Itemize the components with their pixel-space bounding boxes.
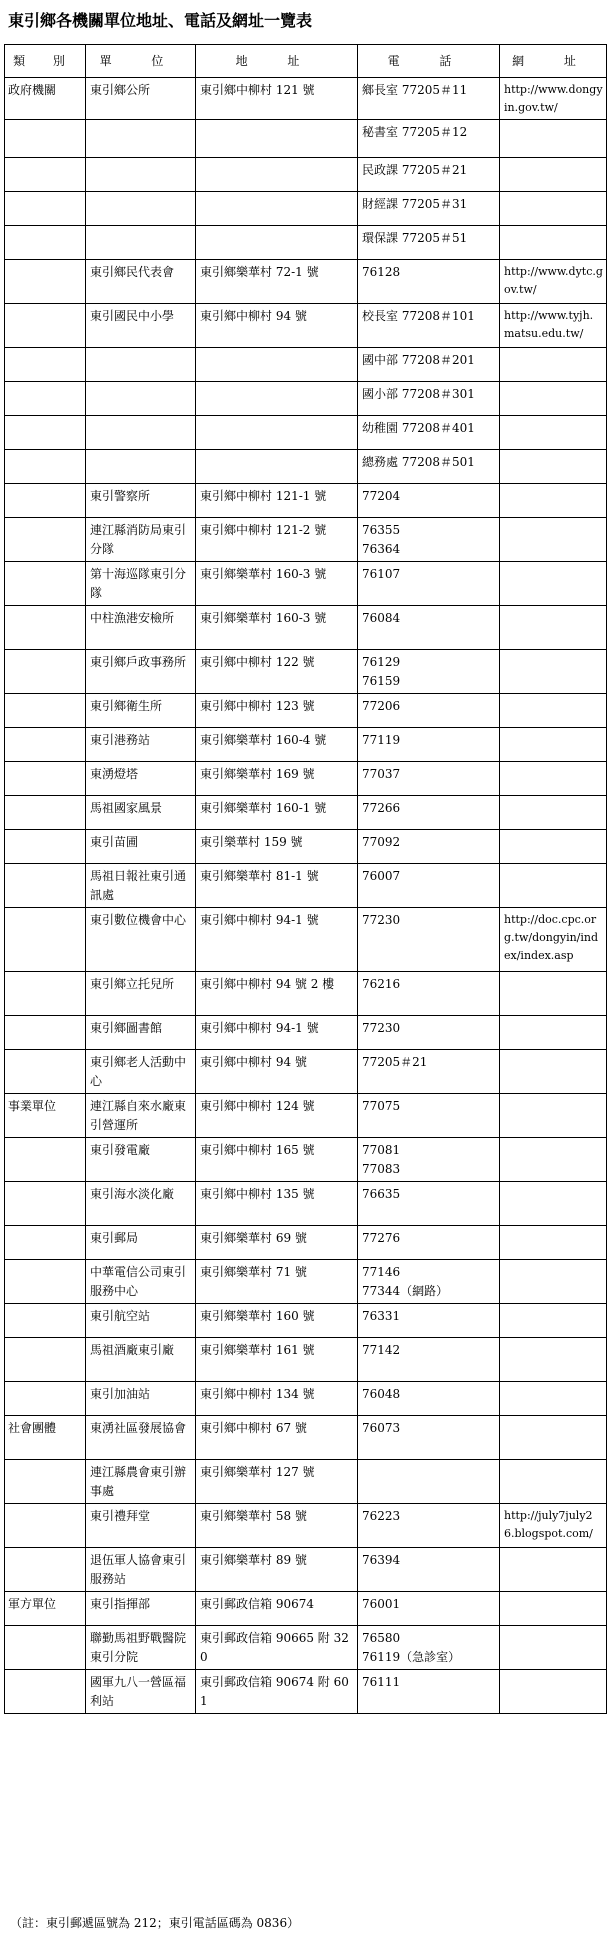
category-cell	[5, 830, 86, 864]
phone-cell: 77146 77344（網路）	[358, 1260, 500, 1304]
unit-cell: 連江縣自來水廠東引營運所	[86, 1094, 196, 1138]
phone-cell: 環保課 77205＃51	[358, 226, 500, 260]
table-row	[5, 382, 607, 416]
address-cell	[196, 158, 358, 192]
table-row	[5, 1016, 607, 1050]
table-row	[5, 192, 607, 226]
category-cell	[5, 908, 86, 972]
table-row	[5, 450, 607, 484]
unit-cell: 馬祖日報社東引通訊處	[86, 864, 196, 908]
website-cell	[500, 562, 607, 606]
table-row	[5, 120, 607, 158]
address-cell: 東引鄉中柳村 94 號	[196, 304, 358, 348]
unit-cell: 第十海巡隊東引分隊	[86, 562, 196, 606]
category-cell: 軍方單位	[5, 1592, 86, 1626]
phone-cell: 77204	[358, 484, 500, 518]
category-cell	[5, 120, 86, 158]
address-cell: 東引鄉中柳村 165 號	[196, 1138, 358, 1182]
table-row	[5, 1226, 607, 1260]
website-cell	[500, 650, 607, 694]
unit-cell	[86, 120, 196, 158]
category-cell	[5, 562, 86, 606]
category-cell	[5, 1138, 86, 1182]
phone-cell: 77230	[358, 1016, 500, 1050]
website-cell	[500, 450, 607, 484]
website-cell	[500, 1260, 607, 1304]
unit-cell: 連江縣農會東引辦事處	[86, 1460, 196, 1504]
address-cell: 東引郵政信箱 90674 附 601	[196, 1670, 358, 1714]
website-cell	[500, 1382, 607, 1416]
phone-cell: 77081 77083	[358, 1138, 500, 1182]
table-row	[5, 1592, 607, 1626]
phone-cell: 76331	[358, 1304, 500, 1338]
unit-cell: 東引鄉老人活動中心	[86, 1050, 196, 1094]
phone-cell: 76084	[358, 606, 500, 650]
address-cell: 東引郵政信箱 90665 附 320	[196, 1626, 358, 1670]
table-row	[5, 1626, 607, 1670]
table-header-row	[5, 45, 607, 78]
address-cell	[196, 382, 358, 416]
address-cell: 東引鄉樂華村 71 號	[196, 1260, 358, 1304]
address-cell: 東引鄉中柳村 134 號	[196, 1382, 358, 1416]
category-cell	[5, 158, 86, 192]
table-row	[5, 694, 607, 728]
category-cell	[5, 1382, 86, 1416]
category-cell: 社會團體	[5, 1416, 86, 1460]
website-cell	[500, 728, 607, 762]
category-cell	[5, 1670, 86, 1714]
phone-cell: 國小部 77208＃301	[358, 382, 500, 416]
address-cell: 東引鄉樂華村 169 號	[196, 762, 358, 796]
table-row	[5, 1094, 607, 1138]
address-cell: 東引鄉中柳村 121-2 號	[196, 518, 358, 562]
unit-cell: 東引郵局	[86, 1226, 196, 1260]
address-cell	[196, 450, 358, 484]
category-cell	[5, 972, 86, 1016]
address-cell: 東引鄉中柳村 67 號	[196, 1416, 358, 1460]
unit-cell: 東引鄉圖書館	[86, 1016, 196, 1050]
category-cell	[5, 304, 86, 348]
website-cell	[500, 1460, 607, 1504]
website-cell	[500, 120, 607, 158]
phone-cell: 民政課 77205＃21	[358, 158, 500, 192]
website-cell	[500, 1094, 607, 1138]
table-row	[5, 1460, 607, 1504]
category-cell	[5, 226, 86, 260]
address-cell: 東引鄉樂華村 69 號	[196, 1226, 358, 1260]
phone-cell	[358, 1460, 500, 1504]
unit-cell	[86, 450, 196, 484]
category-cell	[5, 694, 86, 728]
website-cell	[500, 1670, 607, 1714]
website-cell	[500, 1138, 607, 1182]
website-cell	[500, 348, 607, 382]
category-cell	[5, 796, 86, 830]
phone-cell: 秘書室 77205＃12	[358, 120, 500, 158]
website-cell	[500, 192, 607, 226]
address-cell: 東引鄉樂華村 160-3 號	[196, 562, 358, 606]
address-cell	[196, 120, 358, 158]
unit-cell	[86, 226, 196, 260]
unit-cell: 中柱漁港安檢所	[86, 606, 196, 650]
phone-cell: 幼稚園 77208＃401	[358, 416, 500, 450]
unit-cell: 東引數位機會中心	[86, 908, 196, 972]
website-cell	[500, 484, 607, 518]
address-cell	[196, 416, 358, 450]
website-cell	[500, 1548, 607, 1592]
unit-cell: 國軍九八一營區福利站	[86, 1670, 196, 1714]
category-cell	[5, 1460, 86, 1504]
phone-cell: 76223	[358, 1504, 500, 1548]
table-row	[5, 78, 607, 120]
website-cell[interactable]: http://www.tyjh.matsu.edu.tw/	[500, 304, 607, 348]
unit-cell: 馬祖酒廠東引廠	[86, 1338, 196, 1382]
unit-cell: 東引加油站	[86, 1382, 196, 1416]
category-cell	[5, 606, 86, 650]
footnote: （註：東引郵遞區號為 212；東引電話區碼為 0836）	[10, 1916, 300, 1930]
website-cell	[500, 518, 607, 562]
unit-cell: 中華電信公司東引服務中心	[86, 1260, 196, 1304]
address-cell: 東引鄉樂華村 161 號	[196, 1338, 358, 1382]
address-cell: 東引鄉樂華村 160-3 號	[196, 606, 358, 650]
table-row	[5, 606, 607, 650]
table-row	[5, 1138, 607, 1182]
table-row	[5, 1182, 607, 1226]
unit-cell: 東引鄉公所	[86, 78, 196, 120]
category-cell: 政府機關	[5, 78, 86, 120]
address-cell: 東引鄉樂華村 160-1 號	[196, 796, 358, 830]
header-category: 類 別	[5, 45, 86, 78]
unit-cell: 連江縣消防局東引分隊	[86, 518, 196, 562]
category-cell	[5, 1338, 86, 1382]
phone-cell: 76001	[358, 1592, 500, 1626]
phone-cell: 76111	[358, 1670, 500, 1714]
address-cell: 東引鄉中柳村 135 號	[196, 1182, 358, 1226]
category-cell	[5, 484, 86, 518]
table-row	[5, 908, 607, 972]
unit-cell: 東引指揮部	[86, 1592, 196, 1626]
unit-cell: 東引鄉立托兒所	[86, 972, 196, 1016]
address-cell: 東引鄉樂華村 58 號	[196, 1504, 358, 1548]
unit-cell: 東湧社區發展協會	[86, 1416, 196, 1460]
unit-cell: 東引警察所	[86, 484, 196, 518]
address-cell	[196, 226, 358, 260]
phone-cell: 76073	[358, 1416, 500, 1460]
table-row	[5, 830, 607, 864]
table-row	[5, 1304, 607, 1338]
unit-cell	[86, 416, 196, 450]
website-cell	[500, 1304, 607, 1338]
unit-cell: 東引鄉民代表會	[86, 260, 196, 304]
website-cell	[500, 1182, 607, 1226]
category-cell	[5, 762, 86, 796]
website-cell	[500, 158, 607, 192]
category-cell	[5, 728, 86, 762]
website-cell	[500, 416, 607, 450]
unit-cell: 聯勤馬祖野戰醫院東引分院	[86, 1626, 196, 1670]
table-row	[5, 1382, 607, 1416]
unit-cell: 東引港務站	[86, 728, 196, 762]
category-cell	[5, 192, 86, 226]
address-cell: 東引鄉中柳村 121-1 號	[196, 484, 358, 518]
address-cell: 東引鄉中柳村 121 號	[196, 78, 358, 120]
website-cell	[500, 972, 607, 1016]
table-row	[5, 762, 607, 796]
category-cell	[5, 518, 86, 562]
page-title: 東引鄉各機關單位地址、電話及網址一覽表	[8, 11, 313, 30]
category-cell	[5, 1182, 86, 1226]
phone-cell: 鄉長室 77205＃11	[358, 78, 500, 120]
phone-cell: 76129 76159	[358, 650, 500, 694]
table-row	[5, 1260, 607, 1304]
table-row	[5, 562, 607, 606]
address-cell: 東引鄉中柳村 124 號	[196, 1094, 358, 1138]
unit-cell	[86, 158, 196, 192]
website-cell[interactable]: http://www.dytc.gov.tw/	[500, 260, 607, 304]
website-cell	[500, 1338, 607, 1382]
website-cell	[500, 382, 607, 416]
category-cell: 事業單位	[5, 1094, 86, 1138]
table-row	[5, 484, 607, 518]
phone-cell: 76107	[358, 562, 500, 606]
table-row	[5, 1338, 607, 1382]
phone-cell: 國中部 77208＃201	[358, 348, 500, 382]
header-phone: 電 話	[358, 45, 500, 78]
table-row	[5, 158, 607, 192]
category-cell	[5, 1226, 86, 1260]
unit-cell: 退伍軍人協會東引服務站	[86, 1548, 196, 1592]
phone-cell: 77119	[358, 728, 500, 762]
table-row	[5, 972, 607, 1016]
unit-cell: 東引海水淡化廠	[86, 1182, 196, 1226]
unit-cell: 東引鄉衛生所	[86, 694, 196, 728]
website-cell	[500, 864, 607, 908]
address-cell: 東引鄉中柳村 94 號	[196, 1050, 358, 1094]
table-row	[5, 1416, 607, 1460]
category-cell	[5, 1626, 86, 1670]
website-cell	[500, 606, 607, 650]
website-cell[interactable]: http://doc.cpc.org.tw/dongyin/index/index.asp	[500, 908, 607, 972]
address-cell: 東引鄉樂華村 81-1 號	[196, 864, 358, 908]
header-unit: 單 位	[86, 45, 196, 78]
phone-cell: 77205＃21	[358, 1050, 500, 1094]
category-cell	[5, 382, 86, 416]
unit-cell	[86, 382, 196, 416]
unit-cell: 東引鄉戶政事務所	[86, 650, 196, 694]
category-cell	[5, 1548, 86, 1592]
category-cell	[5, 650, 86, 694]
phone-cell: 總務處 77208＃501	[358, 450, 500, 484]
category-cell	[5, 1260, 86, 1304]
website-cell	[500, 762, 607, 796]
category-cell	[5, 348, 86, 382]
category-cell	[5, 260, 86, 304]
header-address: 地 址	[196, 45, 358, 78]
address-cell	[196, 192, 358, 226]
table-row	[5, 1670, 607, 1714]
website-cell	[500, 694, 607, 728]
directory-table	[4, 44, 607, 1714]
phone-cell: 77092	[358, 830, 500, 864]
category-cell	[5, 416, 86, 450]
address-cell: 東引鄉中柳村 122 號	[196, 650, 358, 694]
table-row	[5, 348, 607, 382]
phone-cell: 77142	[358, 1338, 500, 1382]
unit-cell: 東引發電廠	[86, 1138, 196, 1182]
website-cell[interactable]: http://july7july26.blogspot.com/	[500, 1504, 607, 1548]
unit-cell	[86, 192, 196, 226]
category-cell	[5, 1304, 86, 1338]
website-cell	[500, 830, 607, 864]
category-cell	[5, 1016, 86, 1050]
table-row	[5, 650, 607, 694]
phone-cell: 76048	[358, 1382, 500, 1416]
table-row	[5, 728, 607, 762]
phone-cell: 76216	[358, 972, 500, 1016]
unit-cell: 東引苗圃	[86, 830, 196, 864]
unit-cell: 東引航空站	[86, 1304, 196, 1338]
table-row	[5, 796, 607, 830]
website-cell	[500, 226, 607, 260]
address-cell: 東引鄉中柳村 94-1 號	[196, 1016, 358, 1050]
website-cell	[500, 1050, 607, 1094]
website-cell	[500, 1592, 607, 1626]
category-cell	[5, 450, 86, 484]
unit-cell: 馬祖國家風景	[86, 796, 196, 830]
category-cell	[5, 1050, 86, 1094]
table-row	[5, 1504, 607, 1548]
table-row	[5, 518, 607, 562]
website-cell	[500, 1226, 607, 1260]
table-row	[5, 864, 607, 908]
address-cell: 東引鄉中柳村 123 號	[196, 694, 358, 728]
unit-cell	[86, 348, 196, 382]
unit-cell: 東引國民中小學	[86, 304, 196, 348]
address-cell: 東引鄉樂華村 89 號	[196, 1548, 358, 1592]
phone-cell: 76007	[358, 864, 500, 908]
website-cell	[500, 1016, 607, 1050]
website-cell	[500, 796, 607, 830]
phone-cell: 76635	[358, 1182, 500, 1226]
phone-cell: 77276	[358, 1226, 500, 1260]
phone-cell: 77230	[358, 908, 500, 972]
table-row	[5, 416, 607, 450]
address-cell: 東引鄉中柳村 94 號 2 樓	[196, 972, 358, 1016]
phone-cell: 校長室 77208＃101	[358, 304, 500, 348]
header-website: 網 址	[500, 45, 607, 78]
phone-cell: 財經課 77205＃31	[358, 192, 500, 226]
unit-cell: 東湧燈塔	[86, 762, 196, 796]
category-cell	[5, 1504, 86, 1548]
table-row	[5, 260, 607, 304]
unit-cell: 東引禮拜堂	[86, 1504, 196, 1548]
website-cell	[500, 1416, 607, 1460]
phone-cell: 77037	[358, 762, 500, 796]
address-cell: 東引鄉樂華村 160 號	[196, 1304, 358, 1338]
address-cell: 東引鄉樂華村 160-4 號	[196, 728, 358, 762]
table-row	[5, 1050, 607, 1094]
table-row	[5, 1548, 607, 1592]
phone-cell: 77075	[358, 1094, 500, 1138]
website-cell[interactable]: http://www.dongyin.gov.tw/	[500, 78, 607, 120]
phone-cell: 77206	[358, 694, 500, 728]
website-cell	[500, 1626, 607, 1670]
table-row	[5, 226, 607, 260]
address-cell: 東引鄉樂華村 72-1 號	[196, 260, 358, 304]
address-cell: 東引郵政信箱 90674	[196, 1592, 358, 1626]
phone-cell: 76128	[358, 260, 500, 304]
address-cell: 東引鄉中柳村 94-1 號	[196, 908, 358, 972]
table-row	[5, 304, 607, 348]
address-cell: 東引樂華村 159 號	[196, 830, 358, 864]
phone-cell: 76580 76119（急診室）	[358, 1626, 500, 1670]
phone-cell: 77266	[358, 796, 500, 830]
address-cell: 東引鄉樂華村 127 號	[196, 1460, 358, 1504]
address-cell	[196, 348, 358, 382]
phone-cell: 76394	[358, 1548, 500, 1592]
category-cell	[5, 864, 86, 908]
phone-cell: 76355 76364	[358, 518, 500, 562]
